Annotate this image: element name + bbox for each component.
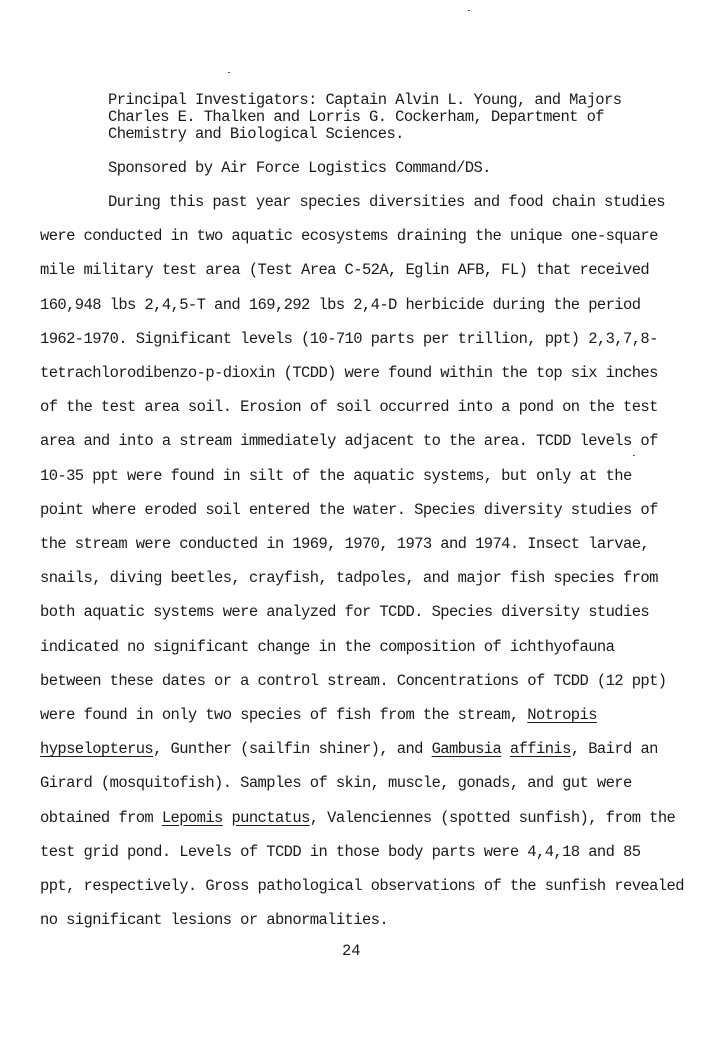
body-line (40, 534, 649, 554)
body-text-segment: no significant lesions or abnormalities. (40, 911, 389, 930)
body-text-segment: 10-35 ppt were found in silt of the aquatic systems, but only at the (40, 466, 632, 485)
body-text-segment: 160,948 lbs 2,4,5-T and 169,292 lbs 2,4-D herbicide during the period (40, 295, 641, 314)
body-text-segment: indicated no significant change in the composition of ichthyofauna (40, 637, 615, 656)
body-text-segment: snails, diving beetles, crayfish, tadpoles, and major fish species from (40, 569, 658, 588)
scan-speck (228, 72, 230, 73)
body-line (40, 773, 632, 793)
body-text-segment: , Gunther (sailfin shiner), and (153, 740, 432, 759)
body-text-segment: tetrachlorodibenzo-p-dioxin (TCDD) were found within the top six inches (40, 364, 658, 382)
body-line (40, 466, 632, 486)
species-name: punctatus (231, 808, 310, 827)
sponsor-line: Sponsored by Air Force Logistics Command/DS. (108, 159, 491, 177)
body-text-segment: 1962-1970. Significant levels (10-710 parts per trillion, ppt) 2,3,7,8- (40, 329, 658, 348)
body-text-segment (501, 740, 510, 758)
body-text-segment: were conducted in two aquatic ecosystems draining the unique one-square (40, 227, 658, 246)
body-line (40, 295, 640, 315)
body-text-segment: of the test area soil. Erosion of soil occurred into a pond on the test (40, 398, 658, 417)
page-number: 24 (342, 942, 361, 960)
species-name: hypselopterus (40, 740, 154, 759)
investigators-line-2: Charles E. Thalken and Lorris G. Cockerham, Department of (108, 108, 604, 126)
body-text-segment: Girard (mosquitofish). Samples of skin, muscle, gonads, and gut were (40, 774, 632, 793)
body-line (40, 602, 649, 622)
body-text-segment: both aquatic systems were analyzed for TCDD. Species diversity studies (40, 603, 650, 622)
species-name: Lepomis (161, 808, 223, 827)
body-line (40, 329, 658, 349)
species-name: Notropis (527, 706, 597, 724)
body-text-segment: test grid pond. Levels of TCDD in those body parts were 4,4,18 and 85 (40, 842, 641, 861)
body-line (108, 192, 665, 212)
body-text-segment: area and into a stream immediately adjacent to the area. TCDD levels of (40, 432, 658, 451)
species-name: affinis (509, 740, 571, 759)
body-line (40, 431, 658, 451)
body-text-segment: between these dates or a control stream. Concentrations of TCDD (12 ppt) (40, 671, 667, 690)
body-text-segment: , Valenciennes (spotted sunfish), from the (309, 808, 676, 827)
body-line (40, 876, 684, 896)
body-line (40, 705, 597, 725)
body-text-segment: the stream were conducted in 1969, 1970, 1973 and 1974. Insect larvae, (40, 535, 650, 553)
body-text-segment: ppt, respectively. Gross pathological observations of the sunfish revealed (40, 877, 684, 895)
body-line (40, 910, 388, 930)
investigators-line-3: Chemistry and Biological Sciences. (108, 125, 404, 143)
body-text-segment: mile military test area (Test Area C-52A, Eglin AFB, FL) that received (40, 261, 650, 280)
body-line (40, 842, 640, 862)
scan-speck (468, 10, 470, 11)
body-line (40, 363, 658, 383)
body-text-segment: During this past year species diversities and food chain studies (108, 193, 665, 211)
body-line (40, 671, 667, 691)
body-line (40, 739, 658, 759)
body-line (40, 500, 658, 520)
body-line (40, 226, 658, 246)
body-line (40, 637, 614, 657)
body-line (40, 568, 658, 588)
body-line (40, 808, 675, 828)
species-name: Gambusia (431, 740, 502, 759)
body-text-segment: obtained from (40, 808, 162, 827)
body-text-segment: point where eroded soil entered the water. Species diversity studies of (40, 500, 658, 519)
body-line (40, 260, 649, 280)
investigators-line-1: Principal Investigators: Captain Alvin L. Young, and Majors (108, 91, 622, 109)
body-text-segment: were found in only two species of fish from the stream, (40, 706, 528, 724)
body-line (40, 397, 658, 417)
scan-speck (633, 455, 635, 456)
body-text-segment: , Baird an (570, 740, 658, 759)
